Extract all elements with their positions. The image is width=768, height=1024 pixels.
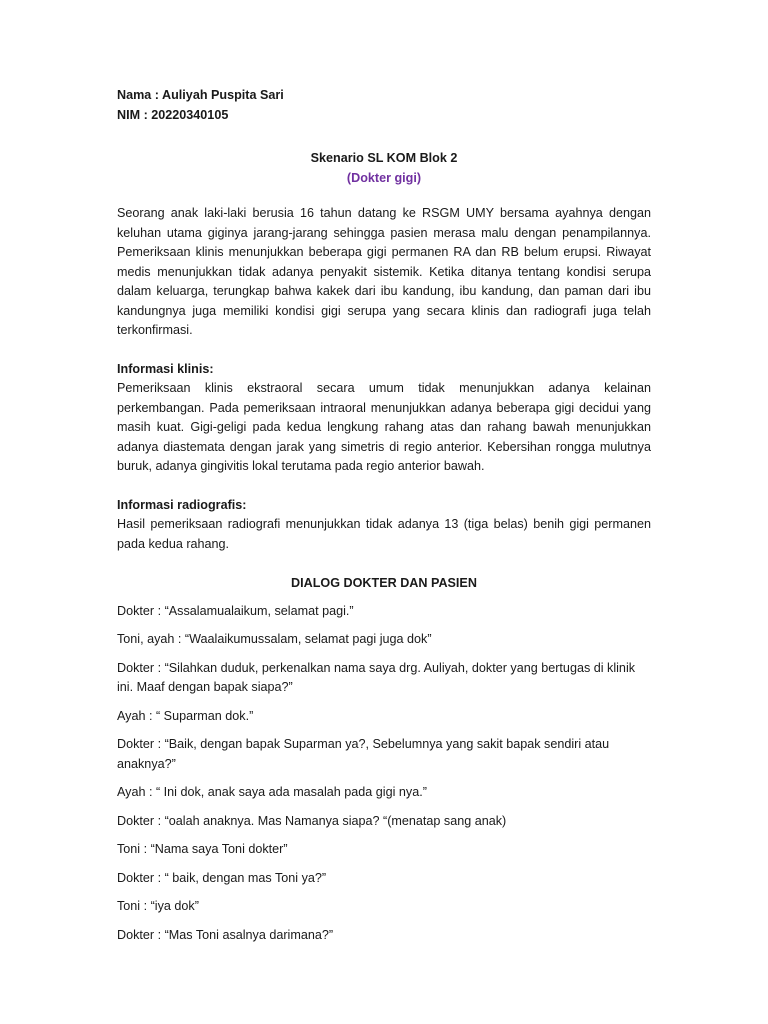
student-nim: NIM : 20220340105: [117, 107, 229, 122]
scenario-paragraph: Seorang anak laki-laki berusia 16 tahun datang ke RSGM UMY bersama ayahnya dengan keluhan utama giginya jarang-jarang sehingga pasien merasa malu dengan penampilannya. Pemeriksaan klinis menunjukkan beberapa gigi permanen RA dan RB belum erupsi. Riwayat medis menunjukkan tidak adanya penyakit sistemik. Ketika ditanya tentang kondisi serupa dalam keluarga, terungkap bahwa kakek dari ibu kandung, ibu kandung, dan paman dari ibu kandungnya juga memiliki kondisi gigi serupa yang secara klinis dan radiografi juga telah terkonfirmasi.: [117, 206, 651, 337]
student-name: Nama : Auliyah Puspita Sari: [117, 88, 284, 102]
document-title: Skenario SL KOM Blok 2: [310, 151, 458, 165]
clinical-info-section: [117, 360, 651, 477]
dialog-line: Dokter : “oalah anaknya. Mas Namanya siapa? “(menatap sang anak): [117, 813, 507, 828]
title-block: [117, 149, 651, 188]
document-page: [117, 86, 651, 954]
document-subtitle: (Dokter gigi): [346, 170, 422, 185]
dialog-line: Toni, ayah : “Waalaikumussalam, selamat pagi juga dok”: [117, 632, 432, 646]
dialog-line: Ayah : “ Ini dok, anak saya ada masalah pada gigi nya.”: [117, 785, 427, 799]
radiographic-info-section: [117, 496, 651, 555]
radiographic-info-body: Hasil pemeriksaan radiografi menunjukkan tidak adanya 13 (tiga belas) benih gigi permanen pada kedua rahang.: [117, 517, 651, 551]
clinical-info-heading: Informasi klinis:: [117, 361, 214, 376]
dialog-list: [117, 602, 651, 946]
dialog-line: Dokter : “Silahkan duduk, perkenalkan nama saya drg. Auliyah, dokter yang bertugas di klinik ini. Maaf dengan bapak siapa?”: [117, 660, 636, 694]
radiographic-info-heading: Informasi radiografis:: [117, 497, 247, 512]
clinical-info-body: Pemeriksaan klinis ekstraoral secara umum tidak menunjukkan adanya kelainan perkembangan. Pada pemeriksaan intraoral menunjukkan adanya beberapa gigi decidui yang masih kuat. Gigi-geligi pada kedua lengkung rahang atas dan rahang bawah menunjukkan adanya diastemata dengan jarak yang simetris di regio anterior. Kebersihan rongga mulutnya buruk, adanya gingivitis lokal terutama pada regio anterior bawah.: [117, 381, 651, 473]
dialog-line: Ayah : “ Suparman dok.”: [117, 708, 254, 723]
dialog-line: Dokter : “Baik, dengan bapak Suparman ya?, Sebelumnya yang sakit bapak sendiri atau anaknya?”: [117, 737, 610, 771]
dialog-title: DIALOG DOKTER DAN PASIEN: [291, 576, 477, 590]
dialog-line: Toni : “iya dok”: [117, 899, 199, 913]
dialog-line: Dokter : “ baik, dengan mas Toni ya?”: [117, 870, 327, 885]
dialog-line: Dokter : “Mas Toni asalnya darimana?”: [117, 927, 334, 942]
dialog-line: Dokter : “Assalamualaikum, selamat pagi.”: [117, 603, 354, 618]
dialog-line: Toni : “Nama saya Toni dokter”: [117, 842, 288, 856]
